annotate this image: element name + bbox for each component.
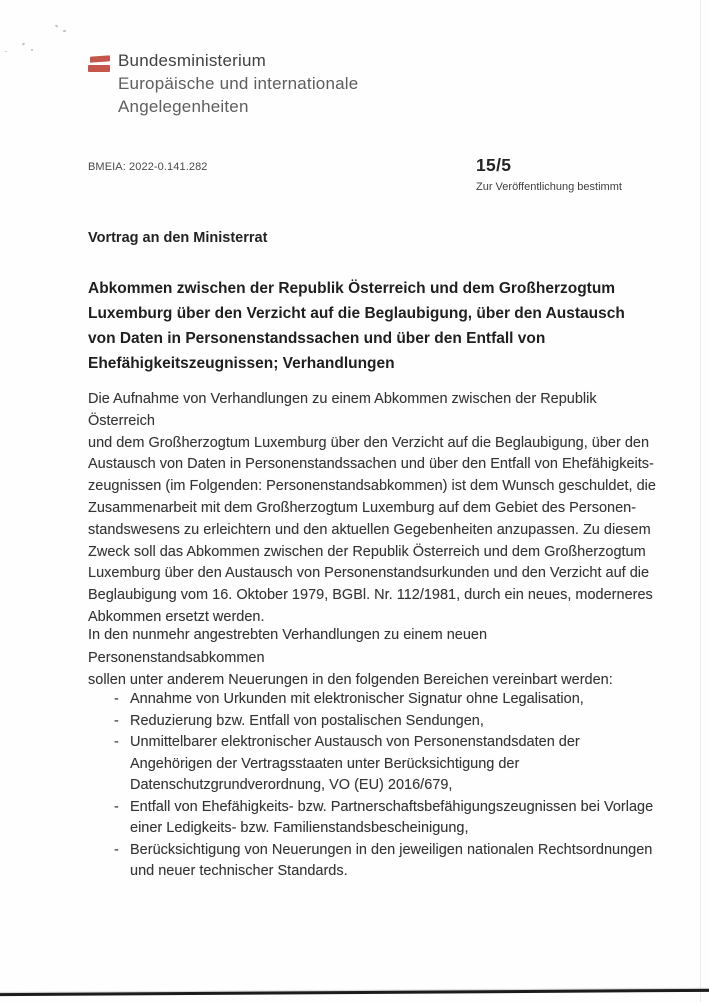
paragraph-2: In den nunmehr angestrebten Verhandlungen zu einem neuen Personenstandsabkommen sollen unter anderem Neuerungen in den folgenden Bereichen vereinbart werden: (88, 627, 613, 688)
list-item (114, 711, 654, 733)
list-item (114, 840, 654, 883)
file-reference-number: BMEIA: 2022-0.141.282 (88, 161, 208, 173)
scan-edge-bottom (0, 989, 709, 996)
bullet-dash: - (114, 734, 119, 750)
bullet-list (114, 689, 654, 883)
list-item-text: Unmittelbarer elektronischer Austausch von Personenstandsdaten der Angehörigen der Vertragsstaaten unter Berücksichtigung der Datenschutzgrundverordnung, VO (EU) 2016/679, (130, 734, 580, 793)
document-kicker: Vortrag an den Ministerrat (88, 230, 268, 246)
agenda-block (476, 155, 622, 193)
ministry-department: Europäische und internationale Angelegenheiten (118, 74, 359, 116)
scan-edge-right (700, 0, 701, 1002)
bullet-dash: - (114, 798, 119, 815)
publication-note: Zur Veröffentlichung bestimmt (476, 181, 622, 193)
document-title: Abkommen zwischen der Republik Österreich und dem Großherzogtum Luxemburg über den Verzicht auf die Beglaubigung, über den Austausch von Daten in Personenstandssachen und über den Entfall von Ehefähigkeitszeugnissen; Verhandlungen (88, 280, 625, 372)
list-item-text: Berücksichtigung von Neuerungen in den jeweiligen nationalen Rechtsordnungen und neuer technischer Standards. (130, 841, 653, 879)
list-item (114, 732, 654, 797)
list-item (114, 797, 654, 840)
bullet-dash: - (114, 691, 119, 707)
scan-speck (63, 30, 66, 32)
paragraph-1: Die Aufnahme von Verhandlungen zu einem Abkommen zwischen der Republik Österreich und dem Großherzogtum Luxemburg über den Verzicht auf die Beglaubigung, über den Austausch von Daten in Personenstandssachen und über den Entfall von Ehefähigkeits- zeugnissen (im Folgenden: Personenstandsabkommen) ist dem Wunsch geschuldet, die Zusammenarbeit mit dem Großherzogtum Luxemburg auf dem Gebiet des Personen- standswesens zu erleichtern und den aktuellen Gegebenheiten anzupassen. Zu diesem Zweck soll das Abkommen zwischen der Republik Österreich und dem Großherzogtum Luxemburg über den Austausch von Personenstandsurkunden und den Verzicht auf die Beglaubigung vom 16. Oktober 1979, BGBl. Nr. 112/1981, durch ein neues, moderneres Abkommen ersetzt werden. (88, 391, 656, 625)
scan-speck (55, 24, 59, 27)
list-item (114, 689, 654, 711)
ministry-name: Bundesministerium (118, 51, 266, 70)
bullet-dash: - (114, 841, 119, 858)
flag-bar-top (90, 55, 110, 62)
scan-speck (22, 42, 26, 45)
scan-speck (31, 49, 33, 51)
scan-speck (5, 51, 7, 52)
list-item-text: Entfall von Ehefähigkeits- bzw. Partnerschaftsbefähigungszeugnissen bei Vorlage einer Ledigkeits- bzw. Familienstandsbescheinigung, (130, 798, 654, 836)
list-item-text: Annahme von Urkunden mit elektronischer Signatur ohne Legalisation, (130, 691, 584, 707)
agenda-item-number: 15/5 (476, 155, 512, 175)
bullet-dash: - (114, 712, 119, 729)
list-item-text: Reduzierung bzw. Entfall von postalischen Sendungen, (130, 712, 484, 729)
flag-bar-bottom (88, 65, 110, 72)
ministry-header (88, 49, 358, 118)
austrian-flag-icon (88, 49, 111, 118)
